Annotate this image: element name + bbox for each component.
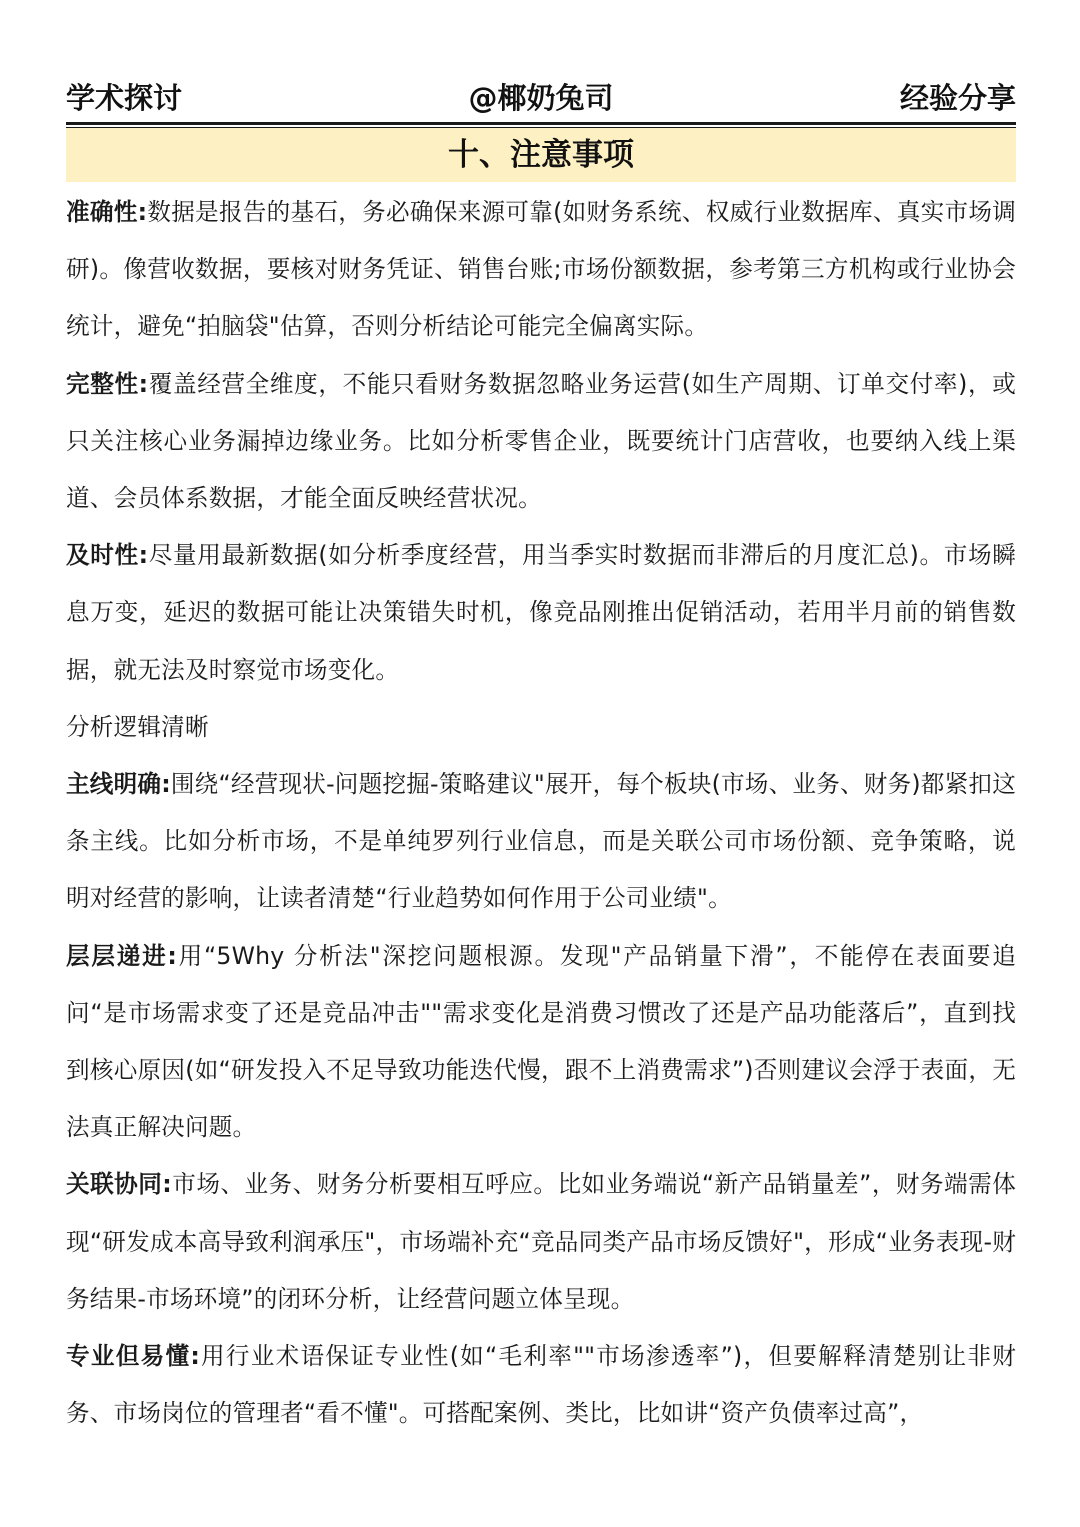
paragraph-text: 用“5Why 分析法"深挖问题根源。发现"产品销量下滑”，不能停在表面要追问“是市场需求变了还是竞品冲击""需求变化是消费习惯改了还是产品功能落后”，直到找到核心原因(如“研发投入不足导致功能迭代慢，跟不上消费需求”)否则建议会浮于表面，无法真正解决问题。 [66, 941, 1016, 1142]
subheading-logic [66, 699, 1016, 756]
paragraph-label: 及时性: [66, 541, 149, 570]
paragraph-text: 覆盖经营全维度，不能只看财务数据忽略业务运营(如生产周期、订单交付率)，或只关注核心业务漏掉边缘业务。比如分析零售企业，既要统计门店营收，也要纳入线上渠道、会员体系数据，才能全面反映经营状况。 [66, 369, 1016, 513]
document-page [66, 0, 1016, 1442]
section-title: 十、注意事项 [66, 128, 1016, 182]
paragraph-coordination [66, 1156, 1016, 1328]
paragraph-label: 完整性: [66, 369, 149, 398]
paragraph-text: 尽量用最新数据(如分析季度经营，用当季实时数据而非滞后的月度汇总)。市场瞬息万变，延迟的数据可能让决策错失时机，像竞品刚推出促销活动，若用半月前的销售数据，就无法及时察觉市场变化。 [66, 541, 1016, 684]
subheading-text: 分析逻辑清晰 [66, 712, 209, 741]
paragraph-professional [66, 1328, 1016, 1442]
paragraph-timeliness [66, 527, 1016, 699]
paragraph-label: 主线明确: [66, 770, 171, 799]
paragraph-label: 关联协同: [66, 1170, 172, 1199]
paragraph-accuracy [66, 184, 1016, 356]
paragraph-text: 用行业术语保证专业性(如“毛利率""市场渗透率”)，但要解释清楚别让非财务、市场岗位的管理者“看不懂"。可搭配案例、类比，比如讲“资产负债率过高”， [66, 1342, 1016, 1428]
paragraph-label: 专业但易懂: [66, 1342, 200, 1371]
header-author: @椰奶兔司 [468, 81, 614, 115]
paragraph-label: 准确性: [66, 198, 148, 226]
paragraph-label: 层层递进: [66, 941, 178, 970]
paragraph-text: 数据是报告的基石，务必确保来源可靠(如财务系统、权威行业数据库、真实市场调研)。像营收数据，要核对财务凭证、销售台账;市场份额数据，参考第三方机构或行业协会统计，避免“拍脑袋"估算，否则分析结论可能完全偏离实际。 [66, 198, 1016, 341]
paragraph-progressive [66, 928, 1016, 1157]
paragraph-main-line [66, 756, 1016, 928]
paragraph-text: 围绕“经营现状-问题挖掘-策略建议"展开，每个板块(市场、业务、财务)都紧扣这条主线。比如分析市场，不是单纯罗列行业信息，而是关联公司市场份额、竞争策略，说明对经营的影响，让读者清楚“行业趋势如何作用于公司业绩"。 [66, 770, 1017, 913]
page-header [66, 0, 1016, 122]
header-right-label: 经验分享 [899, 81, 1016, 115]
header-rule-thick [66, 122, 1016, 125]
paragraph-text: 市场、业务、财务分析要相互呼应。比如业务端说“新产品销量差”，财务端需体现“研发成本高导致利润承压"，市场端补充“竞品同类产品市场反馈好"，形成“业务表现-财务结果-市场环境”的闭环分析，让经营问题立体呈现。 [66, 1170, 1016, 1313]
header-left-label: 学术探讨 [66, 81, 183, 115]
content-body [66, 184, 1016, 1442]
paragraph-completeness [66, 356, 1016, 528]
